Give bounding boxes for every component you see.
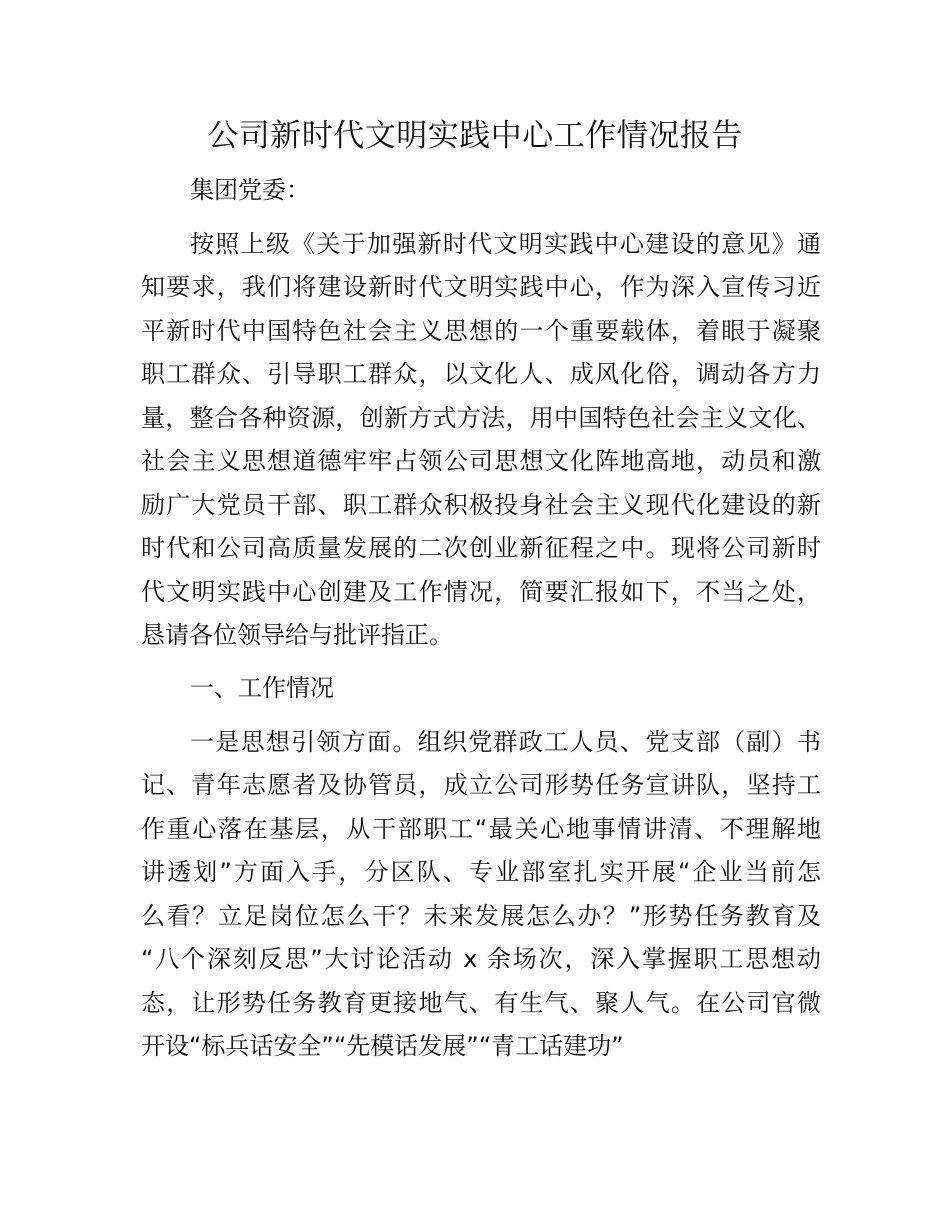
salutation: 集团党委：	[190, 176, 310, 204]
paragraph-2-line: 记、青年志愿者及协管员，成立公司形势任务宣讲队，坚持工	[141, 771, 821, 799]
paragraph-1-line: 按照上级《关于加强新时代文明实践中心建设的意见》通	[190, 230, 821, 258]
paragraph-2-line: “八个深刻反思”大讨论活动 x 余场次，深入掌握职工思想动	[141, 945, 821, 973]
paragraph-1-line: 恳请各位领导给与批评指正。	[141, 621, 453, 649]
paragraph-1-line: 职工群众、引导职工群众，以文化人、成风化俗，调动各方力	[141, 360, 821, 388]
paragraph-2-line: 态，让形势任务教育更接地气、有生气、聚人气。在公司官微	[141, 989, 821, 1017]
document-title: 公司新时代文明实践中心工作情况报告	[207, 118, 743, 154]
section-heading: 一、工作情况	[190, 674, 334, 702]
paragraph-1-line: 量，整合各种资源，创新方式方法，用中国特色社会主义文化、	[141, 404, 821, 432]
paragraph-1-line: 平新时代中国特色社会主义思想的一个重要载体，着眼于凝聚	[141, 317, 821, 345]
paragraph-2-line: 作重心落在基层，从干部职工“最关心地事情讲清、不理解地	[141, 815, 821, 843]
paragraph-1-line: 励广大党员干部、职工群众积极投身社会主义现代化建设的新	[141, 491, 821, 519]
paragraph-2-line: 么看？立足岗位怎么干？未来发展怎么办？”形势任务教育及	[141, 902, 821, 930]
paragraph-2-line: 讲透划”方面入手，分区队、专业部室扎实开展“企业当前怎	[141, 858, 821, 886]
paragraph-1-line: 时代和公司高质量发展的二次创业新征程之中。现将公司新时	[141, 534, 821, 562]
paragraph-1-line: 社会主义思想道德牢牢占领公司思想文化阵地高地，动员和激	[141, 447, 821, 475]
paragraph-1-line: 知要求，我们将建设新时代文明实践中心，作为深入宣传习近	[141, 273, 821, 301]
paragraph-2-line: 开设“标兵话安全”“先模话发展”“青工话建功”	[141, 1032, 624, 1060]
paragraph-1-line: 代文明实践中心创建及工作情况，简要汇报如下，不当之处，	[141, 578, 821, 606]
paragraph-2-line: 一是思想引领方面。组织党群政工人员、党支部（副）书	[190, 728, 821, 756]
